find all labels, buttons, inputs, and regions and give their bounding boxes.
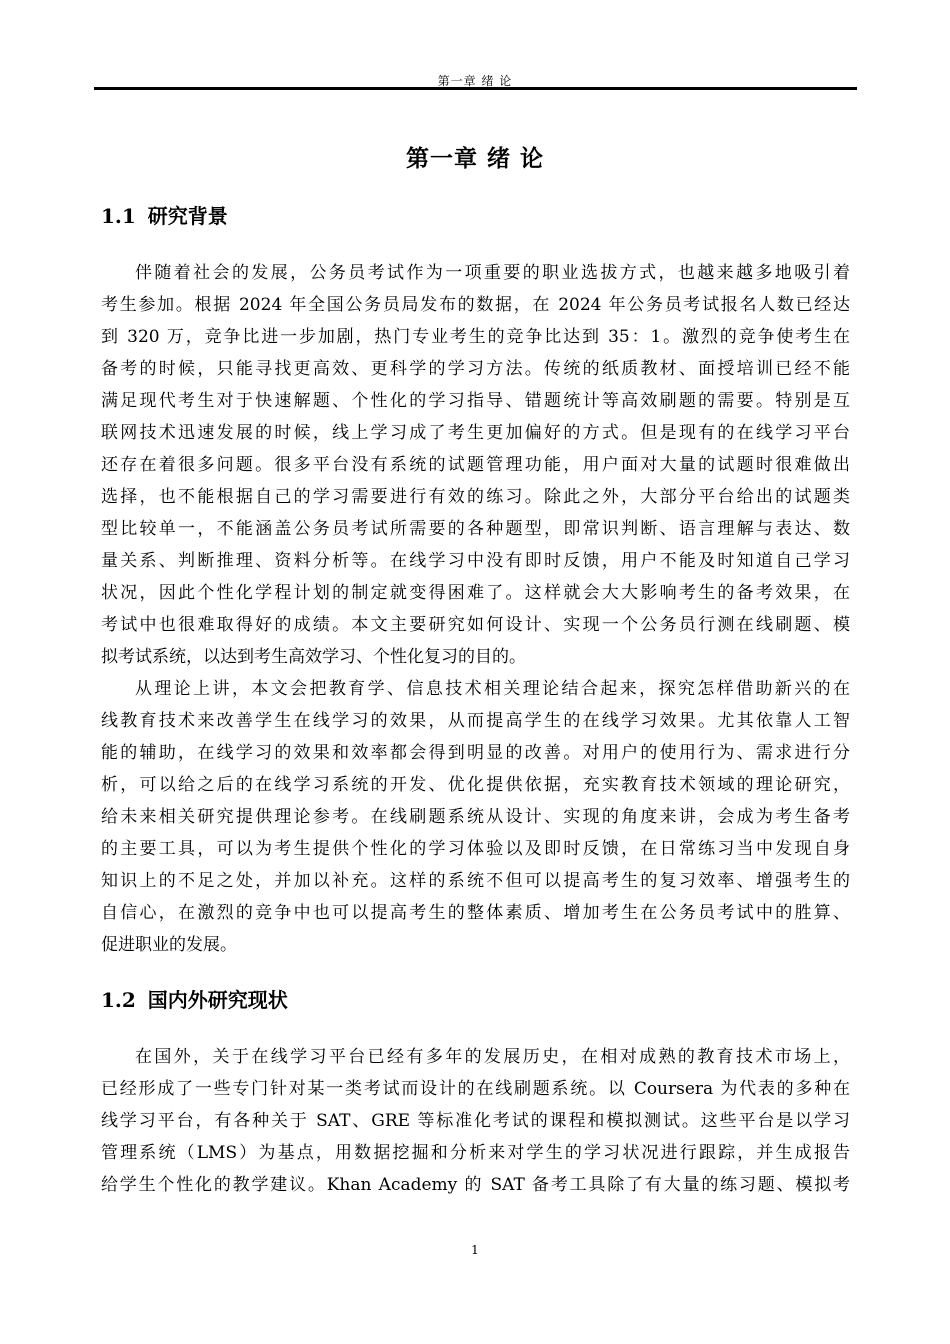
text-line: 从理论上讲，本文会把教育学、信息技术相关理论结合起来，探究怎样借助新兴的在 bbox=[135, 679, 850, 699]
text-line: 的主要工具，可以为考生提供个性化的学习体验以及即时反馈，在日常练习当中发现自身 bbox=[101, 839, 850, 859]
text-line: 给学生个性化的教学建议。Khan Academy 的 SAT 备考工具除了有大量的练习题、模拟考 bbox=[101, 1175, 850, 1195]
section-title: 国内外研究现状 bbox=[147, 988, 288, 1012]
text-line: 选择，也不能根据自己的学习需要进行有效的练习。除此之外，大部分平台给出的试题类 bbox=[101, 487, 850, 507]
header-rule bbox=[94, 87, 857, 90]
section-heading-1-1 bbox=[101, 200, 228, 229]
text-line: 管理系统（LMS）为基点，用数据挖掘和分析来对学生的学习状况进行跟踪，并生成报告 bbox=[101, 1143, 850, 1163]
text-line: 伴随着社会的发展，公务员考试作为一项重要的职业选拔方式，也越来越多地吸引着 bbox=[135, 263, 850, 283]
running-header: 第一章 绪 论 bbox=[437, 74, 513, 88]
text-line: 线学习平台，有各种关于 SAT、GRE 等标准化考试的课程和模拟测试。这些平台是以学习 bbox=[101, 1111, 850, 1131]
text-line: 还存在着很多问题。很多平台没有系统的试题管理功能，用户面对大量的试题时很难做出 bbox=[101, 455, 850, 475]
section-title: 研究背景 bbox=[147, 204, 228, 228]
section-number: 1.1 bbox=[101, 204, 136, 228]
section-heading-1-2 bbox=[101, 984, 288, 1013]
text-line: 自信心，在激烈的竞争中也可以提高考生的整体素质、增加考生在公务员考试中的胜算、 bbox=[101, 903, 850, 923]
text-line: 线教育技术来改善学生在线学习的效果，从而提高学生的在线学习效果。尤其依靠人工智 bbox=[101, 711, 850, 731]
text-line: 联网技术迅速发展的时候，线上学习成了考生更加偏好的方式。但是现有的在线学习平台 bbox=[101, 423, 850, 443]
text-line: 考试中也很难取得好的成绩。本文主要研究如何设计、实现一个公务员行测在线刷题、模 bbox=[101, 615, 850, 635]
text-line: 给未来相关研究提供理论参考。在线刷题系统从设计、实现的角度来讲，会成为考生备考 bbox=[101, 807, 850, 827]
text-line: 拟考试系统，以达到考生高效学习、个性化复习的目的。 bbox=[101, 647, 526, 667]
text-line: 满足现代考生对于快速解题、个性化的学习指导、错题统计等高效刷题的需要。特别是互 bbox=[101, 391, 850, 411]
text-line: 到 320 万，竞争比进一步加剧，热门专业考生的竞争比达到 35：1。激烈的竞争使考生在 bbox=[101, 327, 850, 347]
text-line: 状况，因此个性化学程计划的制定就变得困难了。这样就会大大影响考生的备考效果，在 bbox=[101, 583, 850, 603]
text-line: 备考的时候，只能寻找更高效、更科学的学习方法。传统的纸质教材、面授培训已经不能 bbox=[101, 359, 850, 379]
text-line: 型比较单一，不能涵盖公务员考试所需要的各种题型，即常识判断、语言理解与表达、数 bbox=[101, 519, 850, 539]
text-line: 析，可以给之后的在线学习系统的开发、优化提供依据，充实教育技术领域的理论研究， bbox=[101, 775, 850, 795]
text-line: 促进职业的发展。 bbox=[101, 935, 237, 955]
chapter-title: 第一章 绪 论 bbox=[405, 145, 544, 172]
text-line: 已经形成了一些专门针对某一类考试而设计的在线刷题系统。以 Coursera 为代表的多种在 bbox=[101, 1079, 850, 1099]
text-line: 在国外，关于在线学习平台已经有多年的发展历史，在相对成熟的教育技术市场上， bbox=[135, 1047, 850, 1067]
section-number: 1.2 bbox=[101, 988, 136, 1012]
text-line: 知识上的不足之处，并加以补充。这样的系统不但可以提高考生的复习效率、增强考生的 bbox=[101, 871, 850, 891]
text-line: 能的辅助，在线学习的效果和效率都会得到明显的改善。对用户的使用行为、需求进行分 bbox=[101, 743, 850, 763]
text-line: 考生参加。根据 2024 年全国公务员局发布的数据，在 2024 年公务员考试报名人数已经达 bbox=[101, 295, 850, 315]
text-line: 量关系、判断推理、资料分析等。在线学习中没有即时反馈，用户不能及时知道自己学习 bbox=[101, 551, 850, 571]
page-number: 1 bbox=[471, 1243, 479, 1257]
